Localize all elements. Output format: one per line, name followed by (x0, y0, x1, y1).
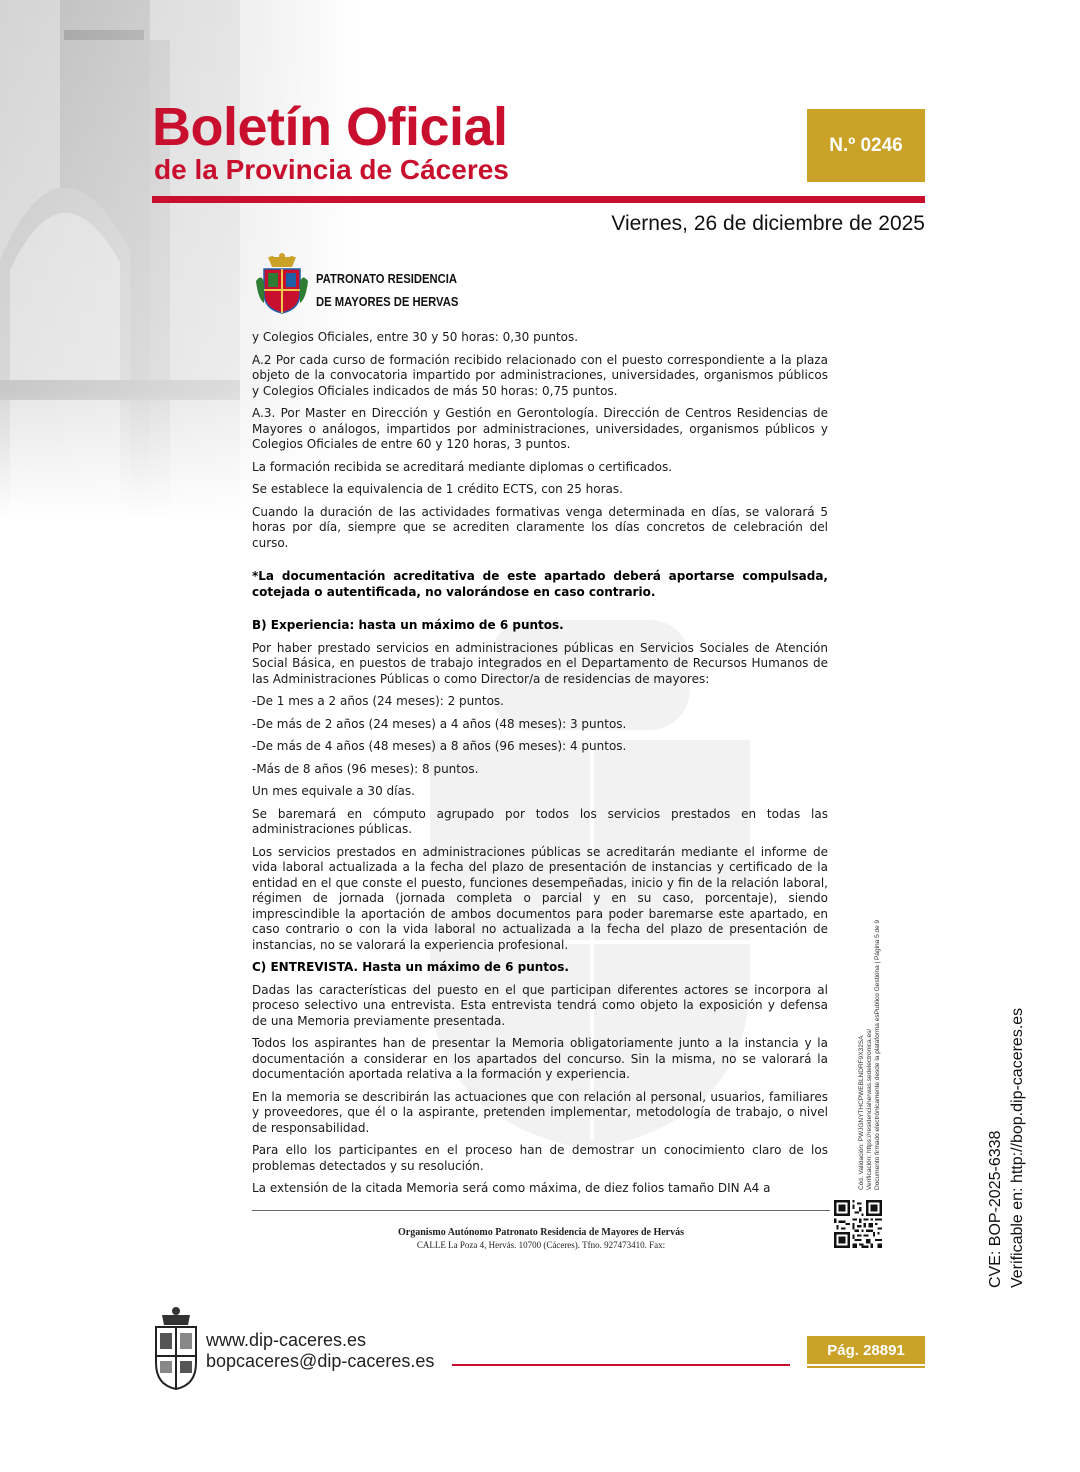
paragraph: Para ello los participantes en el proceso han de demostrar un conocimiento claro de los problemas detectados y su resolución. (252, 1143, 828, 1173)
paragraph: Un mes equivale a 30 días. (252, 784, 415, 798)
province-crest-icon (152, 1305, 200, 1391)
paragraph: La formación recibida se acreditará mediante diplomas o certificados. (252, 459, 673, 474)
list-item: -De más de 2 años (24 meses) a 4 años (48 meses): 3 puntos. (252, 716, 627, 731)
document-footer-rule (252, 1210, 830, 1211)
document-footer-organization: Organismo Autónomo Patronato Residencia de Mayores de Hervás (397, 1227, 684, 1238)
qr-code-icon[interactable] (834, 1200, 882, 1248)
footer-rule (452, 1364, 790, 1366)
paragraph: Todos los aspirantes han de presentar la Memoria obligatoriamente junto a la instancia y la documentación a considerar en los apartados del concurso. Sin la misma, no se valorará la documentación aportada relativa a la formación y experiencia. (252, 1036, 828, 1081)
paragraph: A.2 Por cada curso de formación recibido relacionado con el puesto correspondiente a la plaza objeto de la convocatoria impartido por administraciones, universidades, organismos públicos y Colegios Oficiales indicados de más 50 horas: 0,75 puntos. (252, 352, 828, 398)
publication-date: Viernes, 26 de diciembre de 2025 (611, 212, 925, 235)
signature-note: Documento firmado electrónicamente desde la plataforma esPublico Gestiona | Página 5 de 9 (874, 919, 881, 1190)
paragraph: Se baremará en cómputo agrupado por todos los servicios prestados en todas las administraciones públicas. (252, 806, 828, 836)
section-heading-experience: B) Experiencia: hasta un máximo de 6 puntos. (252, 618, 564, 632)
paragraph: Cuando la duración de las actividades formativas venga determinada en días, se valorará 5 horas por día, siempre que se acrediten claramente los días concretos de celebración del curso. (252, 504, 828, 550)
list-item: -De más de 4 años (48 meses) a 8 años (96 meses): 4 puntos. (252, 739, 627, 753)
paragraph: La extensión de la citada Memoria será como máxima, de diez folios tamaño DIN A4 a (252, 1181, 771, 1195)
validation-code: Cód. Validación: PWJGNYTHCPWEBLNDRF9X32SA (858, 1035, 865, 1190)
page-badge-underline (807, 1366, 925, 1368)
website-link[interactable]: www.dip-caceres.es (206, 1330, 367, 1350)
paragraph: Se establece la equivalencia de 1 crédito ECTS, con 25 horas. (252, 482, 623, 496)
coat-of-arms-icon (256, 253, 308, 315)
page-number-badge: Pág. 28891 (807, 1336, 925, 1364)
list-item: -Más de 8 años (96 meses): 8 puntos. (252, 761, 479, 776)
paragraph: Los servicios prestados en administraciones públicas se acreditarán mediante el informe de vida laboral actualizada a la fecha del plazo de presentación de instancias y certificado de la entidad en el que conste el puesto, funciones desempeñadas, inicio y fin de la relación laboral, régimen de jornada (jornada completa o parcial y en su caso, porcentaje), siendo imprescindible la aportación de ambos documentos para poder baremarse este apartado, en caso contrario o con la vida laboral no actualizada a la fecha del plazo de presentación de instancias, no se valorará la experiencia profesional. (252, 844, 828, 952)
issue-number-badge: N.º 0246 (807, 109, 925, 182)
paragraph: Dadas las características del puesto en el que participan diferentes actores se incorpora al proceso selectivo una entrevista. Esta entrevista tendrá como objeto la exposición y defensa de una Memoria previamente presentada. (252, 982, 828, 1028)
document-footer-address: CALLE La Poza 4, Hervás. 10700 (Cáceres). Tfno. 927473410. Fax: (416, 1240, 666, 1250)
header-rule (152, 196, 925, 203)
validation-text (858, 920, 882, 1190)
paragraph: En la memoria se describirán las actuaciones que con relación al personal, usuarios, familiares y proveedores, que él o la aspirante, pretenden implementar, metodología de trabajo, o nivel de responsabilidad. (252, 1089, 828, 1135)
section-heading-interview: C) ENTREVISTA. Hasta un máximo de 6 puntos. (252, 960, 569, 974)
bulletin-title: Boletín Oficial (152, 97, 508, 157)
paragraph: A.3. Por Master en Dirección y Gestión en Gerontología. Dirección de Centros Residencias de Mayores o análogos, impartidos por administraciones, universidades, organismos públicos y Colegios Oficiales de entre 60 y 120 horas, 3 puntos. (252, 406, 828, 451)
document-body (252, 330, 828, 1204)
bulletin-subtitle: de la Provincia de Cáceres (154, 154, 509, 185)
paragraph: Por haber prestado servicios en administraciones públicas en Servicios Sociales de Atención Social Básica, en puestos de trabajo integrados en el Departamento de Recursos Humanos de las Administraciones Públicas o como Director/a de residencias de mayores: (252, 640, 828, 686)
cve-code: CVE: BOP-2025-6338 (987, 1130, 1004, 1288)
organization-name-line1: PATRONATO RESIDENCIA (316, 272, 458, 286)
bold-notice: *La documentación acreditativa de este apartado deberá aportarse compulsada, cotejada o autentificada, no valorándose en caso contrario. (252, 569, 828, 599)
paragraph: y Colegios Oficiales, entre 30 y 50 horas: 0,30 puntos. (252, 330, 579, 344)
verify-link[interactable]: Verificable en: http://bop.dip-caceres.es (1009, 1007, 1026, 1288)
organization-name (316, 268, 458, 314)
organization-name-line2: DE MAYORES DE HERVAS (316, 295, 459, 309)
verification-url[interactable]: Verificación: https://residenciaherwas.sedelectronica.es/ (866, 1028, 873, 1190)
email-link[interactable]: bopcaceres@dip-caceres.es (206, 1351, 435, 1371)
list-item: -De 1 mes a 2 años (24 meses): 2 puntos. (252, 694, 504, 708)
footer-contact (206, 1330, 434, 1372)
cve-block (985, 1008, 1029, 1288)
